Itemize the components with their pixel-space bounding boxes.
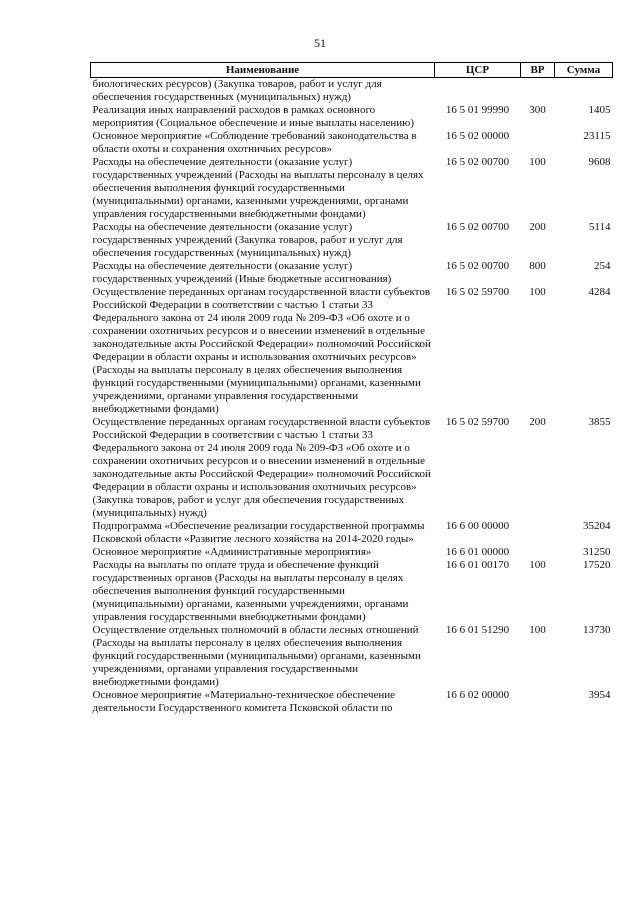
header-vr: ВР: [521, 63, 555, 78]
cell-name: Осуществление переданных органам государственной власти субъектов Российской Федерации в соответствии с частью 1 статьи 33 Федерального закона от 24 июля 2009 года № 209-ФЗ «Об охоте и о сохранении охотничьих ресурсов и о внесении изменений в отдельные законодательные акты Российской Федерации» полномочий Российской Федерации в области охраны и использования охотничьих ресурсов» (Расходы на выплаты персоналу в целях обеспечения выполнения функций государственными (муниципальными) органами, казенными учреждениями, органами управления государственными внебюджетными фондами): [92, 286, 431, 415]
table-row: [91, 221, 613, 260]
cell-csr: 16 5 02 59700: [445, 286, 510, 298]
cell-vr: 800: [529, 260, 546, 272]
table-row: [91, 546, 613, 559]
cell-name: Расходы на обеспечение деятельности (оказание услуг) государственных учреждений (Иные бюджетные ассигнования): [92, 260, 392, 285]
table-row: [91, 156, 613, 221]
table-row: [91, 104, 613, 130]
table-row: [91, 286, 613, 416]
header-csr: ЦСР: [435, 63, 521, 78]
cell-vr: [521, 689, 555, 715]
cell-csr: 16 6 01 00170: [445, 559, 510, 571]
cell-csr: 16 5 02 59700: [445, 416, 510, 428]
cell-sum: 5114: [588, 221, 611, 233]
cell-name: Расходы на обеспечение деятельности (оказание услуг) государственных учреждений (Закупка товаров, работ и услуг для обеспечения государственных (муниципальных) нужд): [92, 221, 403, 259]
table-row: [91, 520, 613, 546]
cell-sum: 35204: [583, 520, 611, 532]
cell-name: Реализация иных направлений расходов в рамках основного мероприятия (Социальное обеспечение и иные выплаты населению): [92, 104, 415, 129]
cell-vr: [521, 520, 555, 546]
table-row: [91, 559, 613, 624]
cell-csr: 16 6 02 00000: [445, 689, 510, 701]
cell-name: биологических ресурсов) (Закупка товаров, работ и услуг для обеспечения государственных (муниципальных) нужд): [92, 78, 382, 103]
cell-name: Основное мероприятие «Материально-техническое обеспечение деятельности Государственного комитета Псковской области по: [92, 689, 396, 714]
cell-sum: 3954: [588, 689, 611, 701]
cell-vr: 100: [529, 624, 546, 636]
cell-sum: [555, 78, 613, 105]
cell-name: Осуществление отдельных полномочий в области лесных отношений (Расходы на выплаты персоналу в целях обеспечения выполнения функций государственными (муниципальными) органами, казенными учреждениями, органами управления государственными внебюджетными фондами): [92, 624, 421, 688]
cell-vr: 300: [529, 104, 546, 116]
cell-sum: 254: [594, 260, 611, 272]
cell-sum: 4284: [588, 286, 611, 298]
cell-csr: 16 5 02 00700: [445, 260, 510, 272]
budget-table-container: [90, 62, 612, 715]
cell-vr: [521, 130, 555, 156]
cell-csr: 16 5 02 00000: [445, 130, 510, 142]
budget-table: [90, 62, 613, 715]
table-row: [91, 624, 613, 689]
cell-sum: 13730: [583, 624, 611, 636]
cell-vr: [521, 546, 555, 559]
cell-vr: 200: [529, 221, 546, 233]
cell-name: Осуществление переданных органам государственной власти субъектов Российской Федерации в соответствии с частью 1 статьи 33 Федерального закона от 24 июля 2009 года № 209-ФЗ «Об охоте и о сохранении охотничьих ресурсов и о внесении изменений в отдельные законодательные акты Российской Федерации» полномочий Российской Федерации в области охраны и использования охотничьих ресурсов» (Закупка товаров, работ и услуг для обеспечения государственных (муниципальных) нужд): [92, 416, 431, 519]
cell-vr: [521, 78, 555, 105]
cell-csr: 16 5 01 99990: [445, 104, 510, 116]
table-header-row: [91, 63, 613, 78]
cell-sum: 17520: [583, 559, 611, 571]
cell-name: Основное мероприятие «Административные мероприятия»: [92, 546, 372, 558]
header-sum: Сумма: [555, 63, 613, 78]
cell-csr: [435, 78, 521, 105]
page-number: 51: [314, 36, 326, 50]
table-row: [91, 130, 613, 156]
table-row: [91, 689, 613, 715]
table-row: [91, 416, 613, 520]
cell-name: Расходы на обеспечение деятельности (оказание услуг) государственных учреждений (Расходы на выплаты персоналу в целях обеспечения выполнения функций государственными (муниципальными) органами, казенными учреждениями, органами управления государственными внебюджетными фондами): [92, 156, 424, 220]
cell-csr: 16 6 00 00000: [445, 520, 510, 532]
cell-sum: 9608: [588, 156, 611, 168]
cell-sum: 31250: [583, 546, 611, 558]
cell-sum: 23115: [583, 130, 611, 142]
cell-csr: 16 6 01 00000: [445, 546, 510, 558]
cell-csr: 16 6 01 51290: [445, 624, 510, 636]
cell-sum: 3855: [588, 416, 611, 428]
cell-sum: 1405: [588, 104, 611, 116]
table-row: [91, 78, 613, 105]
cell-vr: 100: [529, 156, 546, 168]
cell-vr: 100: [529, 286, 546, 298]
cell-csr: 16 5 02 00700: [445, 221, 510, 233]
cell-vr: 200: [529, 416, 546, 428]
cell-name: Расходы на выплаты по оплате труда и обеспечение функций государственных органов (Расходы на выплаты персоналу в целях обеспечения выполнения функций государственными (муниципальными) органами, казенными учреждениями, органами управления государственными внебюджетными фондами): [92, 559, 409, 623]
header-name: Наименование: [91, 63, 435, 78]
cell-vr: 100: [529, 559, 546, 571]
cell-name: Основное мероприятие «Соблюдение требований законодательства в области охоты и сохранения охотничьих ресурсов»: [92, 130, 417, 155]
cell-csr: 16 5 02 00700: [445, 156, 510, 168]
cell-name: Подпрограмма «Обеспечение реализации государственной программы Псковской области «Развитие лесного хозяйства на 2014-2020 годы»: [92, 520, 425, 545]
table-row: [91, 260, 613, 286]
